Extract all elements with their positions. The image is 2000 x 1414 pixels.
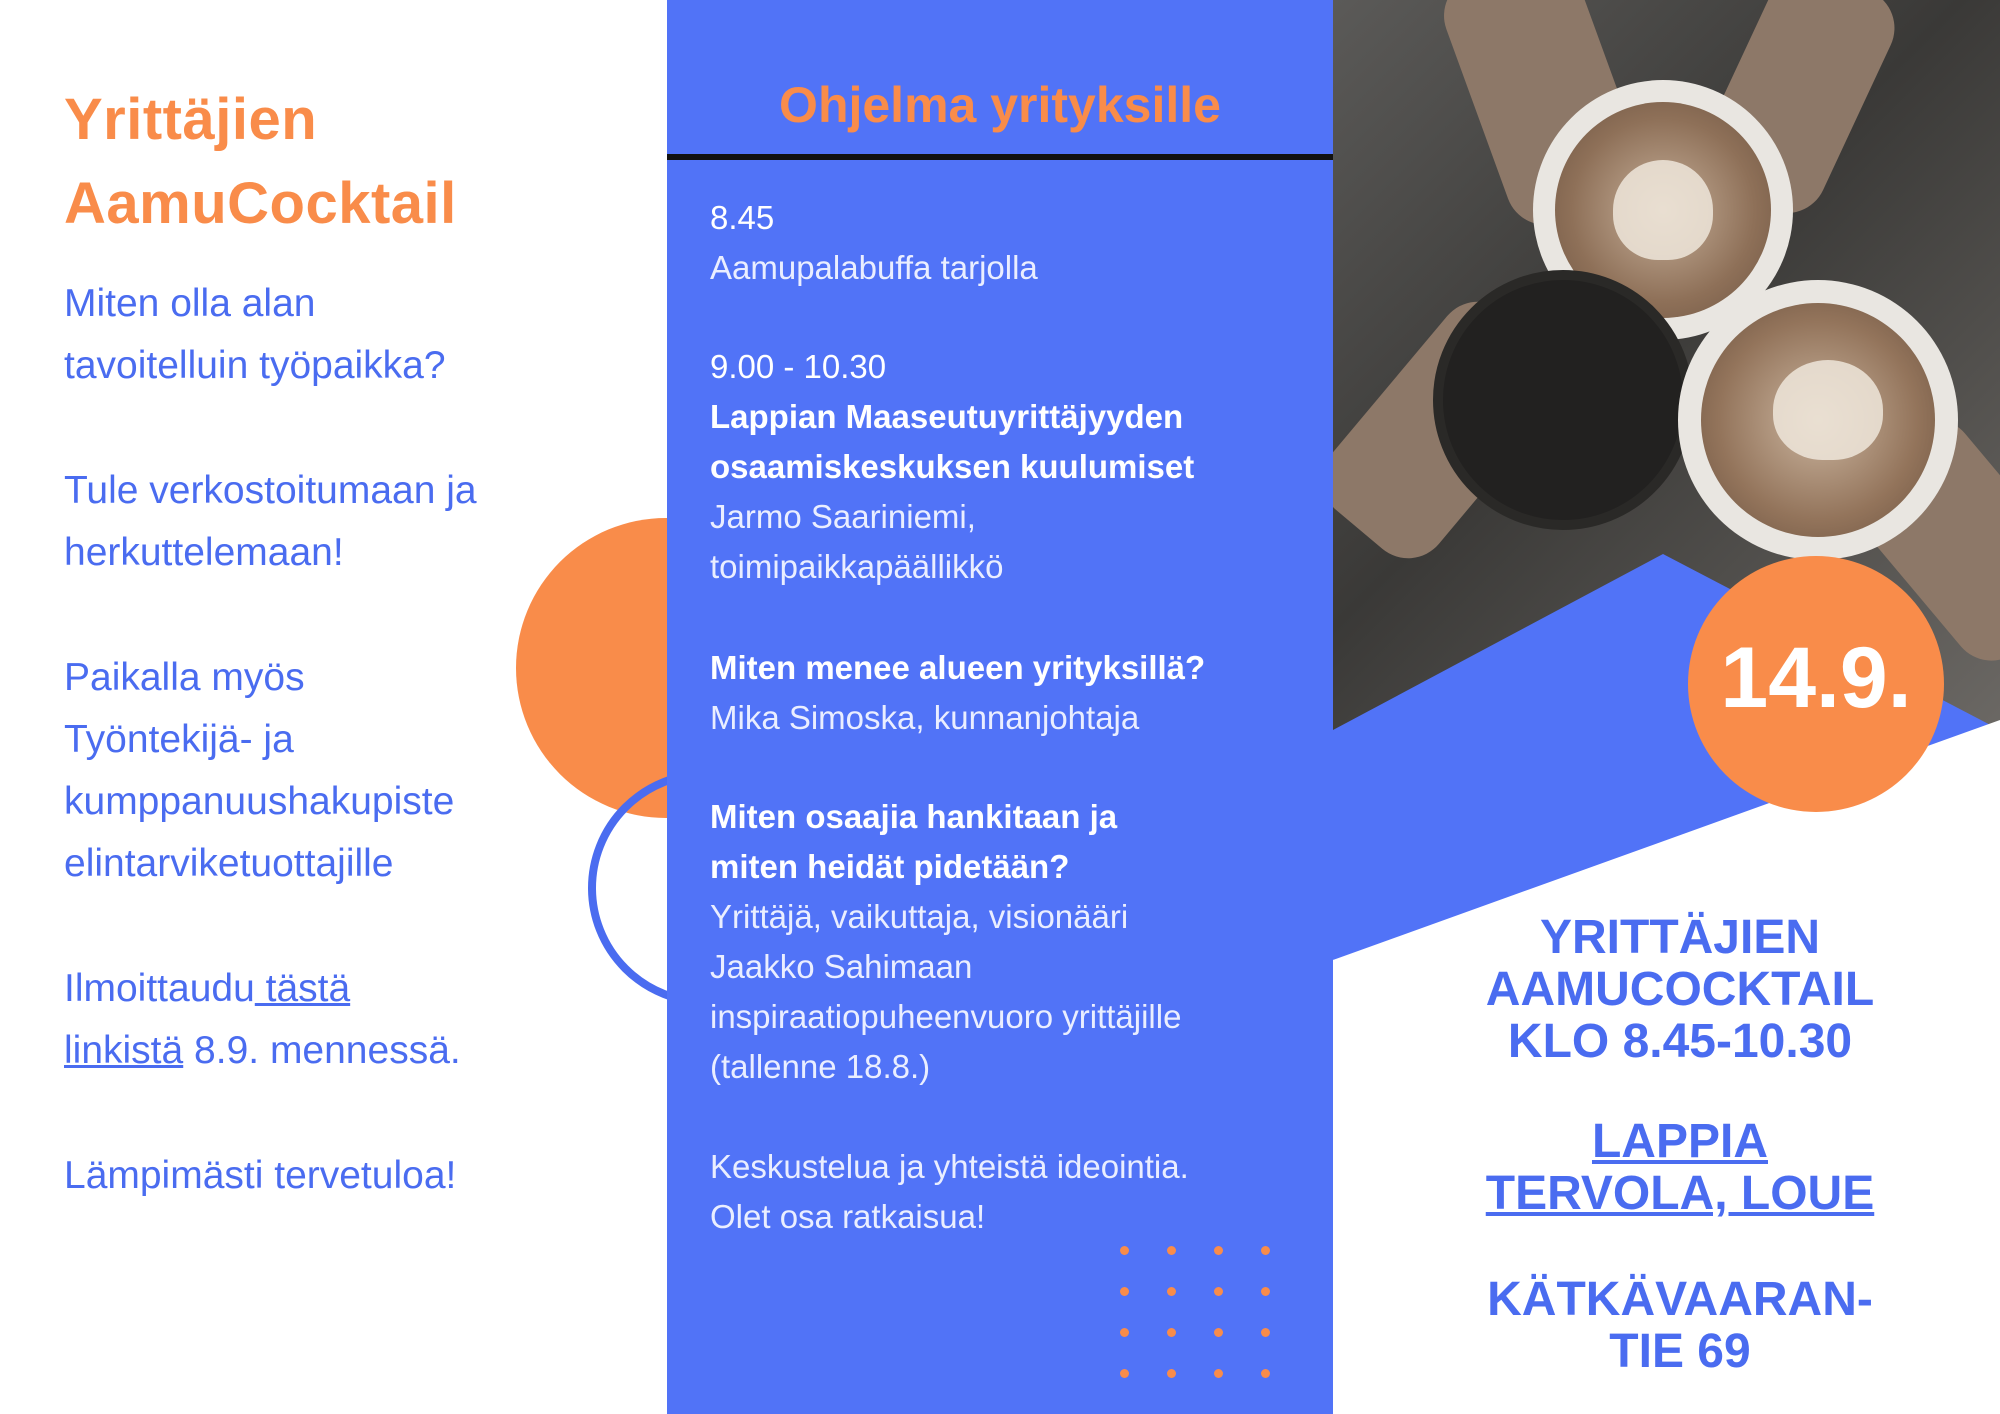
signup-link[interactable]: tästä <box>254 967 351 1010</box>
closing-line: Olet osa ratkaisua! <box>710 1198 986 1235</box>
program-closing <box>710 1142 1310 1242</box>
program-heading: Lappian Maaseutuyrittäjyyden <box>710 398 1184 435</box>
program-description: Aamupalabuffa tarjolla <box>710 249 1038 286</box>
program-speaker: Yrittäjä, vaikuttaja, visionääri <box>710 898 1129 935</box>
program-time: 8.45 <box>710 199 775 236</box>
latte-art <box>1773 360 1883 460</box>
program-item <box>710 193 1310 293</box>
venue-link[interactable]: TERVOLA, LOUE <box>1485 1167 1875 1220</box>
venue-link[interactable]: LAPPIA <box>1591 1115 1768 1168</box>
text-line: elintarviketuottajille <box>64 842 394 885</box>
text-line: TIE 69 <box>1609 1325 1751 1378</box>
dot-pattern-decoration <box>1120 1246 1280 1378</box>
venue-block <box>1420 1116 1940 1220</box>
program-title: Ohjelma yrityksille <box>779 77 1221 133</box>
program-item <box>710 792 1310 1092</box>
text-line: YRITTÄJIEN <box>1539 911 1821 964</box>
program-heading: Miten menee alueen yrityksillä? <box>710 649 1206 686</box>
dark-drink-glass <box>1433 270 1693 530</box>
networking-text <box>64 460 477 584</box>
panel-divider <box>667 154 1333 160</box>
signup-deadline: 8.9. mennessä. <box>183 1029 461 1072</box>
closing-line: Keskustelua ja yhteistä ideointia. <box>710 1148 1189 1185</box>
text-line <box>64 1020 461 1082</box>
title-line: AamuCocktail <box>64 171 457 236</box>
text-line: kumppanuushakupiste <box>64 780 455 823</box>
event-title <box>64 78 624 246</box>
text-line: herkuttelemaan! <box>64 531 344 574</box>
program-heading: Miten osaajia hankitaan ja <box>710 798 1118 835</box>
text-line: Tule verkostoitumaan ja <box>64 469 477 512</box>
text-line: AAMUCOCKTAIL <box>1485 963 1875 1016</box>
program-speaker: toimipaikkapäällikkö <box>710 548 1004 585</box>
signup-text <box>64 958 461 1082</box>
program-speaker: inspiraatiopuheenvuoro yrittäjille <box>710 998 1182 1035</box>
program-speaker: Mika Simoska, kunnanjohtaja <box>710 699 1140 736</box>
recruitment-point-text <box>64 647 454 895</box>
signup-prefix: Ilmoittaudu <box>64 967 255 1010</box>
signup-link[interactable]: linkistä <box>64 1029 184 1072</box>
text-line: KÄTKÄVAARAN- <box>1487 1273 1873 1326</box>
title-line: Yrittäjien <box>64 87 318 152</box>
text-line: Miten olla alan <box>64 282 316 325</box>
program-item <box>710 643 1310 743</box>
event-time-block <box>1420 912 1940 1068</box>
latte-art <box>1613 160 1713 260</box>
program-speaker: Jarmo Saariniemi, <box>710 498 976 535</box>
text-line: tavoitelluin työpaikka? <box>64 344 446 387</box>
text-line <box>64 958 461 1020</box>
program-speaker: (tallenne 18.8.) <box>710 1048 931 1085</box>
program-item <box>710 342 1310 592</box>
program-speaker: Jaakko Sahimaan <box>710 948 973 985</box>
event-date: 14.9. <box>1720 630 1912 726</box>
program-heading: osaamiskeskuksen kuulumiset <box>710 448 1195 485</box>
text-line: Työntekijä- ja <box>64 718 294 761</box>
intro-question <box>64 273 446 397</box>
text-line: KLO 8.45-10.30 <box>1507 1015 1853 1068</box>
welcome-text: Lämpimästi tervetuloa! <box>64 1154 457 1197</box>
program-time: 9.00 - 10.30 <box>710 348 887 385</box>
text-line: Paikalla myös <box>64 656 305 699</box>
program-heading: miten heidät pidetään? <box>710 848 1070 885</box>
address-block <box>1420 1274 1940 1378</box>
